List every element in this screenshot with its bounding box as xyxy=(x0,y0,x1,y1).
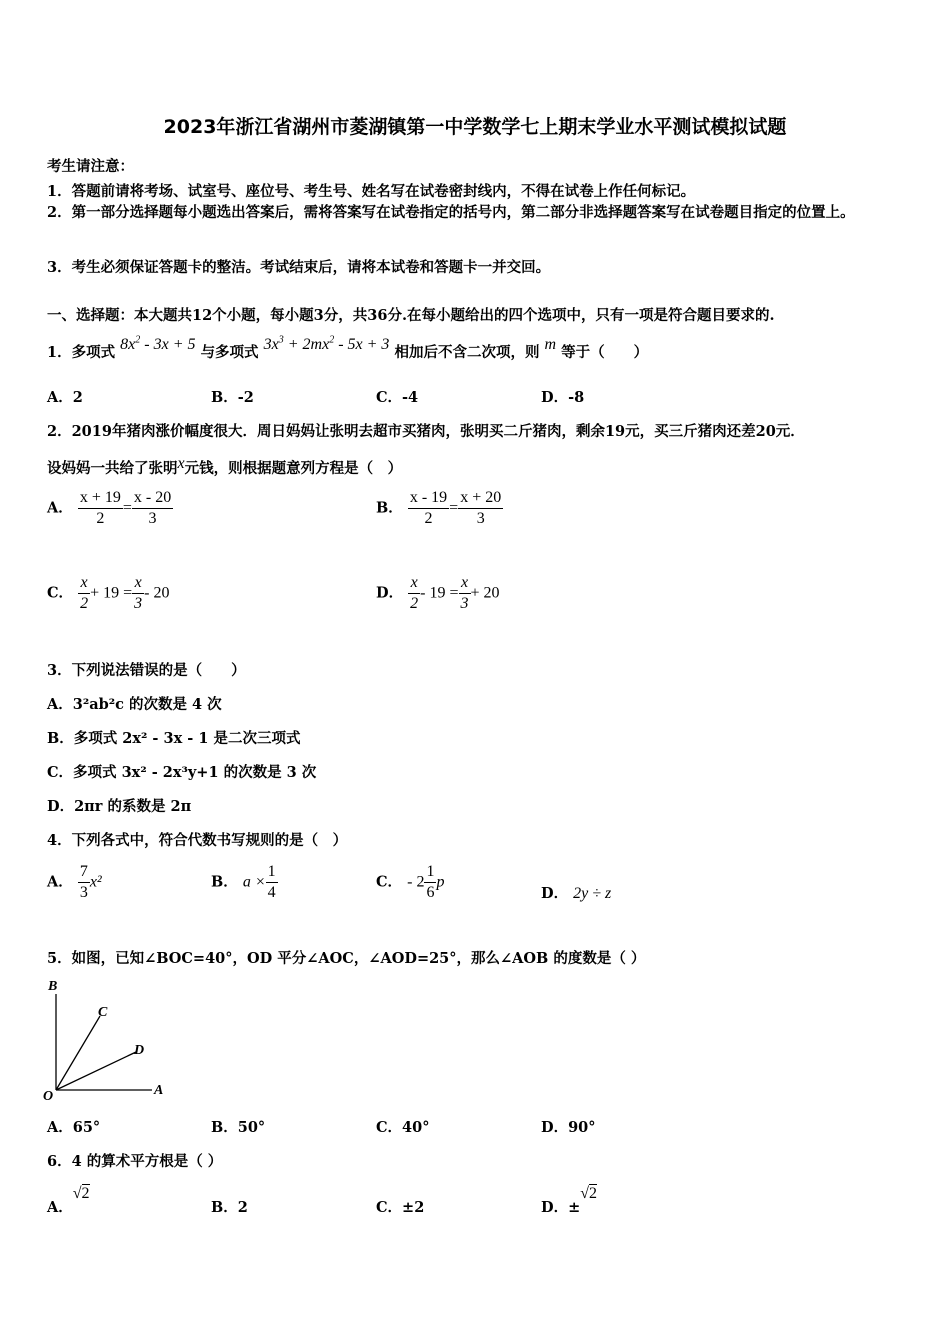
q2-a-den2: 3 xyxy=(148,510,157,527)
q2-b-eq: = xyxy=(449,499,459,517)
q4-d-label: D． xyxy=(541,885,569,902)
label-o: O xyxy=(43,1089,54,1104)
question-1 xyxy=(47,333,649,361)
q5-option-d[interactable]: D．90° xyxy=(541,1119,596,1136)
q2-option-b[interactable] xyxy=(376,488,503,529)
q1-text-3: 相加后不含二次项，则 xyxy=(394,344,540,361)
q2-b-num2: x + 20 xyxy=(458,488,503,509)
q4-option-c[interactable] xyxy=(376,862,444,903)
q4-a-tail: x² xyxy=(89,873,102,891)
q2-d-tail: + 20 xyxy=(470,584,500,602)
q2-b-den2: 3 xyxy=(476,510,485,527)
q1-var-m: m xyxy=(544,336,557,353)
q4-c-label: C． xyxy=(376,873,403,891)
q2-a-num1: x + 19 xyxy=(78,488,123,509)
q2-d-mid: - 19 = xyxy=(420,584,459,602)
label-b: B xyxy=(48,979,58,994)
notice-item-3: 3．考生必须保证答题卡的整洁。考试结束后，请将本试卷和答题卡一并交回。 xyxy=(47,259,551,276)
q4-option-d[interactable] xyxy=(541,882,611,903)
notice-item-1: 1．答题前请将考场、试室号、座位号、考生号、姓名写在试卷密封线内，不得在试卷上作任何标记。 xyxy=(47,183,696,200)
q6-d-sqrt: √2 xyxy=(580,1185,598,1202)
q6-a-sqrt: √2 xyxy=(72,1185,90,1202)
q2-b-label: B． xyxy=(376,499,403,517)
q1-text-1: 1．多项式 xyxy=(47,344,116,361)
q2-text-1: 设妈妈一共给了张明 xyxy=(47,460,178,477)
label-d: D xyxy=(134,1043,145,1058)
q2-d-num1: x xyxy=(408,573,420,594)
q2-stem-line-1: 2．2019年猪肉涨价幅度很大．周日妈妈让张明去超市买猪肉，张明买二斤猪肉，剩余19元，买三斤猪肉还差20元． xyxy=(47,423,805,440)
q3-option-c[interactable]: C．多项式 3x² - 2x³y+1 的次数是 3 次 xyxy=(47,764,317,781)
q6-d-radicand: 2 xyxy=(589,1185,598,1202)
q4-c-num: 1 xyxy=(424,862,436,883)
q2-stem-line-2 xyxy=(47,452,403,477)
q2-a-den1: 2 xyxy=(96,510,105,527)
q3-option-d[interactable]: D．2πr 的系数是 2π xyxy=(47,798,192,815)
q2-a-eq: = xyxy=(122,499,132,517)
q4-b-num: 1 xyxy=(266,862,278,883)
label-a: A xyxy=(154,1083,164,1098)
q4-a-label: A． xyxy=(47,873,73,891)
q6-option-d[interactable] xyxy=(541,1182,598,1216)
q2-c-num1: x xyxy=(78,573,90,594)
q5-angle-figure xyxy=(40,972,180,1104)
q1-option-c[interactable]: C．-4 xyxy=(376,389,419,406)
q4-option-b[interactable] xyxy=(211,862,278,903)
q6-stem: 6．4 的算术平方根是（ ） xyxy=(47,1153,223,1170)
q2-d-den1: 2 xyxy=(410,595,419,612)
q3-option-a[interactable]: A．3²ab²c 的次数是 4 次 xyxy=(47,696,222,713)
q5-option-b[interactable]: B．50° xyxy=(211,1119,266,1136)
q4-option-a[interactable] xyxy=(47,862,102,903)
q4-c-pre: - 2 xyxy=(407,873,425,891)
q4-a-den: 3 xyxy=(79,884,88,901)
q6-a-radicand: 2 xyxy=(81,1185,90,1202)
q4-b-pre: a × xyxy=(242,873,266,891)
q4-b-den: 4 xyxy=(267,884,276,901)
q1-text-2: 与多项式 xyxy=(200,344,259,361)
q2-text-2: 元钱，则根据题意列方程是（ ） xyxy=(184,460,403,477)
q1-option-a[interactable]: A．2 xyxy=(47,389,83,406)
q4-c-tail: p xyxy=(436,873,445,891)
q2-c-den2: 3 xyxy=(134,595,143,612)
q2-d-den2: 3 xyxy=(460,595,469,612)
q6-d-label: D．± xyxy=(541,1199,581,1216)
q2-c-label: C． xyxy=(47,584,74,602)
q4-a-num: 7 xyxy=(78,862,90,883)
section-heading: 一、选择题：本大题共12个小题，每小题3分，共36分.在每小题给出的四个选项中，只有一项是符合题目要求的. xyxy=(47,307,775,324)
q1-option-d[interactable]: D．-8 xyxy=(541,389,585,406)
q4-c-den: 6 xyxy=(426,884,435,901)
notice-item-2: 2．第一部分选择题每小题选出答案后，需将答案写在试卷指定的括号内，第二部分非选择题答案写在试卷题目指定的位置上。 xyxy=(47,204,855,221)
q5-stem: 5．如图，已知∠BOC=40°，OD 平分∠AOC，∠AOD=25°，那么∠AOB 的度数是（ ） xyxy=(47,950,646,967)
q2-c-tail: - 20 xyxy=(144,584,170,602)
q2-option-a[interactable] xyxy=(47,488,173,529)
q6-option-a[interactable] xyxy=(47,1182,90,1216)
q3-stem: 3．下列说法错误的是（ ） xyxy=(47,662,246,679)
q2-var-x: x xyxy=(177,455,185,472)
q1-text-4: 等于（ ） xyxy=(561,344,649,361)
q2-c-num2: x xyxy=(132,573,144,594)
q1-option-b[interactable]: B．-2 xyxy=(211,389,254,406)
label-c: C xyxy=(98,1005,108,1020)
q2-b-den1: 2 xyxy=(424,510,433,527)
q3-option-b[interactable]: B．多项式 2x² - 3x - 1 是二次三项式 xyxy=(47,730,301,747)
q4-stem: 4．下列各式中，符合代数书写规则的是（ ） xyxy=(47,832,348,849)
page-title: 2023年浙江省湖州市菱湖镇第一中学数学七上期末学业水平测试模拟试题 xyxy=(163,116,787,138)
notice-heading: 考生请注意： xyxy=(47,158,134,175)
q1-expr-2: $3x^3 + 2mx^2 - 5x + 3$ xyxy=(263,334,390,353)
q6-a-label: A． xyxy=(47,1199,73,1216)
q2-d-num2: x xyxy=(459,573,471,594)
q5-option-a[interactable]: A．65° xyxy=(47,1119,101,1136)
q2-b-num1: x - 19 xyxy=(408,488,449,509)
q1-expr-1: $8x^2 - 3x + 5$ xyxy=(120,334,196,353)
q4-d-expr: 2y ÷ z xyxy=(573,885,612,902)
q2-d-label: D． xyxy=(376,584,404,602)
q2-c-mid: + 19 = xyxy=(90,584,133,602)
q2-a-num2: x - 20 xyxy=(132,488,173,509)
q2-option-d[interactable] xyxy=(376,573,500,614)
q2-c-den1: 2 xyxy=(80,595,89,612)
q4-b-label: B． xyxy=(211,873,238,891)
q2-option-c[interactable] xyxy=(47,573,169,614)
q6-option-c[interactable]: C．±2 xyxy=(376,1199,425,1216)
q2-a-label: A． xyxy=(47,499,73,517)
q6-option-b[interactable]: B．2 xyxy=(211,1199,248,1216)
q5-option-c[interactable]: C．40° xyxy=(376,1119,430,1136)
